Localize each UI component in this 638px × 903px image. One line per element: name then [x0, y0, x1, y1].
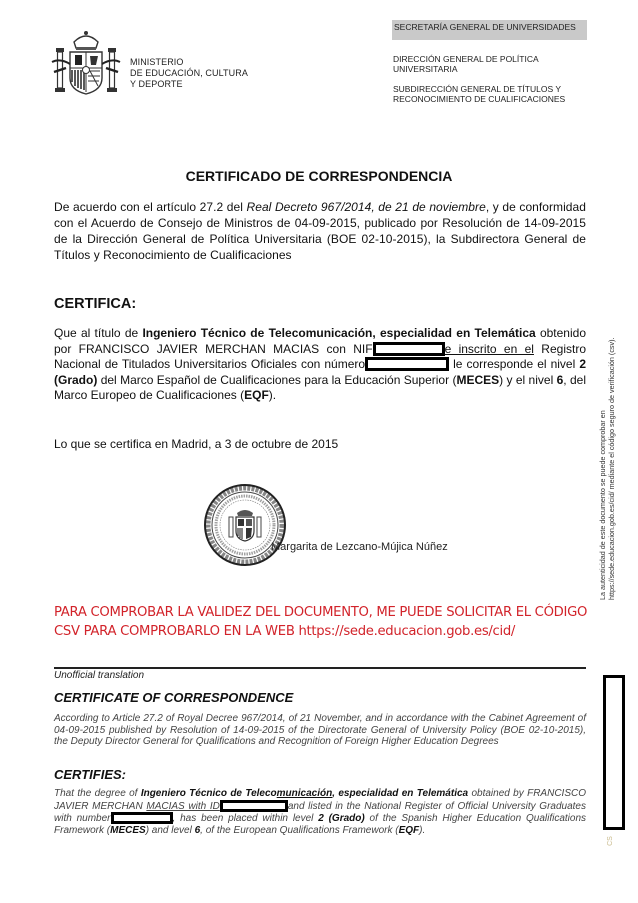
signer-name: Margarita de Lezcano-Mújica Núñez: [271, 541, 448, 553]
certifies-heading: CERTIFIES:: [54, 767, 126, 782]
direccion-line-2: UNIVERSITARIA: [393, 64, 458, 74]
closing-statement: Lo que se certifica en Madrid, a 3 de octubre de 2015: [54, 437, 339, 451]
english-body: [54, 788, 586, 837]
intro-text-2: , y de conformidad con el Acuerdo de Consejo de Ministros de 04-09-2015, publicado por Resolución de 14-09-2015 de la Dirección General de Política Universitaria (BOE 02-10-2015), la Subdirectora General de Títulos y Reconocimiento de Cualificaciones: [54, 200, 586, 262]
subdireccion-line-1: SUBDIRECCIÓN GENERAL DE TÍTULOS Y: [393, 84, 561, 94]
validation-note-line-2: CSV PARA COMPROBARLO EN LA WEB https://sede.educacion.gob.es/cid/: [54, 624, 516, 639]
ministry-name: [130, 57, 248, 90]
body-text: del Marco Español de Cualificaciones para la Educación Superior (: [97, 372, 457, 387]
ministry-line-1: MINISTERIO: [130, 57, 184, 67]
body-text: ).: [268, 388, 277, 402]
ministry-line-2: DE EDUCACIÓN, CULTURA: [130, 68, 248, 78]
body-text: le corresponde el nivel: [449, 357, 580, 371]
redacted-registry-number: [365, 357, 449, 371]
eqf-level: 6: [556, 372, 564, 387]
certifica-heading: CERTIFICA:: [54, 296, 137, 312]
meces-level: 2 (Grado): [54, 357, 586, 387]
meces-label: MECES: [110, 825, 146, 837]
body-text: ) y el nivel: [499, 372, 557, 387]
redacted-csv-code: [603, 675, 625, 830]
redacted-nif: [373, 342, 445, 356]
intro-paragraph: [54, 199, 586, 263]
validation-note-line-1: PARA COMPROBAR LA VALIDEZ DEL DOCUMENTO, ME PUEDE SOLICITAR EL CÓDIGO: [54, 605, 588, 620]
certificate-title: CERTIFICADO DE CORRESPONDENCIA: [185, 168, 453, 184]
degree-name: Ingeniero Técnico de Teleco: [140, 788, 277, 799]
authenticity-line-1: La autenticidad de este documento se puede comprobar en: [598, 410, 607, 600]
direccion-line-1: DIRECCIÓN GENERAL DE POLÍTICA: [393, 54, 539, 64]
csv-glyph: CS: [607, 836, 614, 846]
eqf-label: EQF: [244, 388, 269, 402]
direccion-general: [393, 54, 539, 74]
body-text: obtenido por FRANCISCO JAVIER MERCHAN MACIAS con NIF: [54, 326, 586, 356]
ministry-line-3: Y DEPORTE: [130, 79, 183, 89]
body-text: and listed in the National Register of Official University Graduates with number: [54, 800, 586, 825]
eqf-level: 6: [194, 825, 201, 837]
subdireccion-line-2: RECONOCIMIENTO DE CUALIFICACIONES: [393, 94, 566, 104]
body-text: obtained by FRANCISCO JAVIER MERCHAN: [54, 788, 586, 812]
degree-name: municación: [276, 788, 333, 799]
meces-label: MECES: [456, 372, 500, 387]
ministry-seal-icon: [203, 483, 287, 567]
body-text: Que al título de: [54, 326, 143, 340]
eqf-label: EQF: [398, 825, 420, 837]
section-divider: [54, 667, 586, 669]
body-text: e inscrito en el: [444, 341, 534, 356]
validation-note: [54, 603, 614, 641]
redacted-id: [220, 800, 288, 812]
body-text: That the degree of: [54, 788, 141, 799]
unofficial-translation-label: Unofficial translation: [54, 670, 145, 681]
body-text: ) and level: [145, 825, 195, 837]
coat-of-arms-icon: [50, 28, 122, 98]
body-text: Registro Nacional de Titulados Universitarios Oficiales con número: [54, 341, 586, 371]
decree-reference: Real Decreto 967/2014, de 21 de noviembre: [246, 200, 486, 214]
body-text: , has been placed within level: [172, 813, 319, 825]
degree-name: , especialidad en Telemática: [332, 788, 469, 799]
english-intro: According to Article 27.2 of Royal Decree 967/2014, of 21 November, and in accordance with the Cabinet Agreement of 04-09-2015 published by Resolution of 14-09-2015 of the Directorate General of University Policy (BOE 02-10-2015), the Deputy Director General for Qualifications and Recognition of Foreign Higher Education Degrees: [54, 713, 586, 748]
english-title: CERTIFICATE OF CORRESPONDENCE: [54, 690, 294, 705]
body-text: of the Spanish Higher Education Qualifications Framework (: [54, 813, 587, 837]
certification-body: [54, 326, 586, 404]
authenticity-note: [598, 270, 616, 600]
body-text: , del Marco Europeo de Cualificaciones (: [54, 372, 586, 402]
authenticity-line-2: https://sede.educacion.gob.es/cid/ mediante el código seguro de verificación (csv).: [607, 337, 616, 600]
redacted-registry-number: [111, 812, 173, 824]
intro-text-1: De acuerdo con el artículo 27.2 del: [54, 200, 247, 214]
secretaria-banner: SECRETARÍA GENERAL DE UNIVERSIDADES: [392, 20, 587, 40]
meces-level: 2 (Grado): [318, 813, 365, 825]
body-text: , of the European Qualifications Framework (: [200, 825, 399, 837]
body-text: MACIAS with ID: [146, 800, 220, 812]
degree-name: Ingeniero Técnico de Telecomunicación, especialidad en Telemática: [142, 326, 536, 340]
body-text: ).: [419, 825, 426, 837]
subdireccion-general: [393, 84, 565, 104]
